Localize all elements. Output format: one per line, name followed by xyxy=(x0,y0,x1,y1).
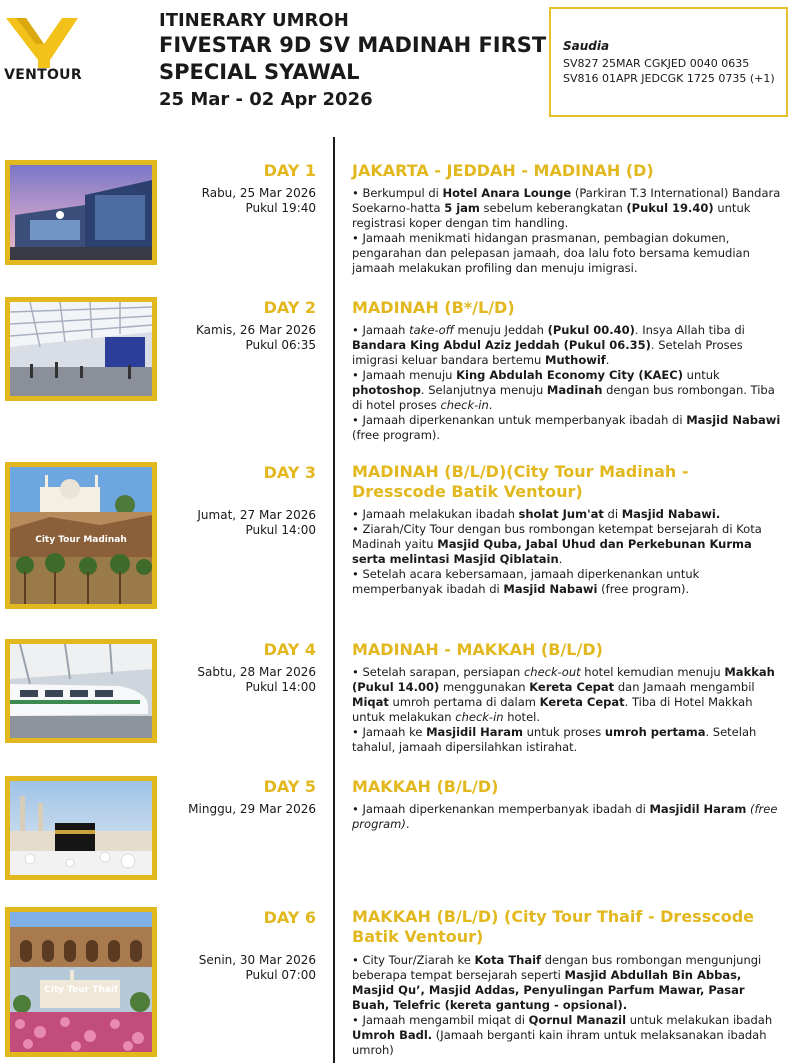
description-text: • Jamaah menuju xyxy=(352,368,457,382)
description-bullet xyxy=(352,522,782,567)
photo-caption: City Tour Thaif xyxy=(44,985,118,995)
description-text: (free program). xyxy=(597,582,690,596)
description-text: . xyxy=(605,353,610,367)
description-text: check-in xyxy=(440,398,489,412)
description-text: (Pukul 00.40) xyxy=(547,323,635,337)
description-text: Masjid Abdullah Bin Abbas, Masjid Qu’, Masjid Addas, Penyulingan Parfum Mawar, Pasar Buah, Telefric (kereta gantung - opsional). xyxy=(352,968,745,1012)
description-text: (Pukul 19.40) xyxy=(626,201,714,215)
description-text: Masjidil Haram xyxy=(426,725,523,739)
description-text: . Setelah Proses imigrasi keluar bandara bertemu xyxy=(352,338,743,367)
description-text: 5 jam xyxy=(444,201,480,215)
description-text: untuk melakukan ibadah xyxy=(626,1013,773,1027)
description-text: Makkah (Pukul 14.00) xyxy=(352,665,775,694)
description-text: dengan bus rombongan mengunjungi beberapa tempat bersejarah seperti xyxy=(352,953,762,982)
package-title-line1: FIVESTAR 9D SV MADINAH FIRST xyxy=(159,33,547,57)
description-text: hotel. xyxy=(503,710,540,724)
description-bullet xyxy=(352,323,782,368)
day-description xyxy=(352,186,782,276)
description-text: menggunakan xyxy=(439,680,530,694)
day-label: DAY 3 xyxy=(263,463,316,482)
description-text: • Jamaah diperkenankan memperbanyak ibadah di xyxy=(352,802,650,816)
description-text: check-in xyxy=(455,710,504,724)
brand-name: VENTOUR xyxy=(4,67,82,83)
description-text: • Jamaah ke xyxy=(352,725,427,739)
inbound-flight: SV816 01APR JEDCGK 1725 0735 (+1) xyxy=(563,72,775,85)
day-title: MAKKAH (B/L/D) xyxy=(352,777,499,796)
description-text: Masjid Nabawi xyxy=(686,413,781,427)
description-text: sebelum keberangkatan xyxy=(479,201,627,215)
outbound-flight: SV827 25MAR CGKJED 0040 0635 xyxy=(563,57,750,70)
description-text: untuk proses xyxy=(522,725,605,739)
description-text: Qornul Manazil xyxy=(528,1013,627,1027)
day-date-time xyxy=(116,802,316,817)
description-text: Bandara King Abdul Aziz Jeddah (Pukul 06.35) xyxy=(352,338,651,352)
day-time: Pukul 14:00 xyxy=(245,680,316,694)
day-label: DAY 6 xyxy=(263,908,316,927)
description-bullet xyxy=(352,725,782,755)
description-text: Masjid Nabawi. xyxy=(621,507,721,521)
description-text: umroh pertama xyxy=(604,725,706,739)
description-bullet xyxy=(352,413,782,443)
description-text: take-off xyxy=(409,323,454,337)
itinerary-label: ITINERARY UMROH xyxy=(159,10,349,31)
description-text: . Selanjutnya menuju xyxy=(420,383,547,397)
description-text: • Berkumpul di xyxy=(352,186,443,200)
travel-dates: 25 Mar - 02 Apr 2026 xyxy=(159,89,373,110)
description-text: • Jamaah xyxy=(352,323,410,337)
day-description xyxy=(352,665,782,755)
description-bullet xyxy=(352,186,782,231)
timeline-divider xyxy=(333,137,335,1063)
flight-info-box xyxy=(549,7,788,117)
description-text: dan Jamaah mengambil xyxy=(614,680,755,694)
description-text: . xyxy=(558,552,563,566)
description-text: (free program) xyxy=(352,802,778,831)
description-text: photoshop xyxy=(352,383,421,397)
description-text: . Insya Allah tiba di xyxy=(634,323,745,337)
description-text: Masjidil Haram xyxy=(649,802,747,816)
description-text: Hotel Anara Lounge xyxy=(442,186,572,200)
description-text: sholat Jum'at xyxy=(518,507,604,521)
description-text: • City Tour/Ziarah ke xyxy=(352,953,475,967)
description-bullet xyxy=(352,802,782,832)
day-label: DAY 4 xyxy=(263,640,316,659)
day-time: Pukul 07:00 xyxy=(245,968,316,982)
description-text: di xyxy=(603,507,622,521)
description-text: • Jamaah diperkenankan untuk memperbanyak ibadah di xyxy=(352,413,687,427)
description-bullet xyxy=(352,368,782,413)
day-date-time xyxy=(116,508,316,538)
day-description xyxy=(352,323,782,443)
day-time: Pukul 06:35 xyxy=(245,338,316,352)
description-text: menuju Jeddah xyxy=(453,323,548,337)
day-date-time xyxy=(116,186,316,216)
description-text: Umroh Badl. xyxy=(352,1028,433,1042)
description-bullet xyxy=(352,231,782,276)
description-text: Kota Thaif xyxy=(474,953,542,967)
description-text: • Jamaah mengambil miqat di xyxy=(352,1013,529,1027)
airline-name: Saudia xyxy=(563,39,610,53)
day-date-time xyxy=(116,323,316,353)
description-text: Kereta Cepat xyxy=(539,695,625,709)
description-text: dengan bus rombongan. Tiba di hotel proses xyxy=(352,383,775,412)
description-text: • Jamaah menikmati hidangan prasmanan, pembagian dokumen, pengarahan dan pelepasan jamaah, doa lalu foto bersama kemudian jamaah melakukan profiling dan menuju imigrasi. xyxy=(352,231,750,275)
description-text: • Jamaah melakukan ibadah xyxy=(352,507,519,521)
description-text: umroh pertama di dalam xyxy=(388,695,540,709)
description-text: Muthowif xyxy=(545,353,606,367)
description-bullet xyxy=(352,1013,782,1058)
description-bullet xyxy=(352,953,782,1013)
description-text: • Setelah sarapan, persiapan xyxy=(352,665,524,679)
day-date: Senin, 30 Mar 2026 xyxy=(198,953,316,967)
day-description xyxy=(352,953,782,1058)
day-title: MADINAH - MAKKAH (B/L/D) xyxy=(352,640,603,659)
description-text: Miqat xyxy=(352,695,389,709)
day-date: Kamis, 26 Mar 2026 xyxy=(196,323,316,337)
day-label: DAY 1 xyxy=(263,161,316,180)
day-title: MADINAH (B/L/D)(City Tour Madinah - Dresscode Batik Ventour) xyxy=(352,462,689,501)
description-text: Masjid Quba, Jabal Uhud dan Perkebunan Kurma serta melintasi Masjid Qiblatain xyxy=(352,537,752,566)
day-time: Pukul 14:00 xyxy=(245,523,316,537)
day-date-time xyxy=(116,953,316,983)
description-text: • Ziarah/City Tour dengan bus rombongan ketempat bersejarah di Kota Madinah yaitu xyxy=(352,522,762,551)
day-description xyxy=(352,507,782,597)
day-date: Jumat, 27 Mar 2026 xyxy=(197,508,316,522)
description-text: Madinah xyxy=(546,383,603,397)
description-text: Kereta Cepat xyxy=(529,680,615,694)
description-text: . xyxy=(488,398,493,412)
day-time: Pukul 19:40 xyxy=(245,201,316,215)
description-text: hotel kemudian menuju xyxy=(580,665,725,679)
description-text: . xyxy=(405,817,410,831)
description-bullet xyxy=(352,507,782,522)
description-text: . Setelah tahalul, jamaah dipersilahkan istirahat. xyxy=(352,725,757,754)
description-text: Masjid Nabawi xyxy=(503,582,598,596)
package-title-line2: SPECIAL SYAWAL xyxy=(159,60,360,84)
description-text: (Jamaah berganti kain ihram untuk melaksanakan ibadah umroh) xyxy=(352,1028,767,1057)
description-text: (free program). xyxy=(352,428,441,442)
day-title: MAKKAH (B/L/D) (City Tour Thaif - Dresscode Batik Ventour) xyxy=(352,907,754,946)
photo-caption: City Tour Madinah xyxy=(35,535,127,545)
description-text: untuk xyxy=(683,368,720,382)
day-title: MADINAH (B*/L/D) xyxy=(352,298,515,317)
day-description xyxy=(352,802,782,832)
description-text: untuk registrasi koper dengan tim handling. xyxy=(352,201,751,230)
day-label: DAY 2 xyxy=(263,298,316,317)
itinerary-header xyxy=(159,10,546,112)
description-text: check-out xyxy=(523,665,581,679)
day-date: Sabtu, 28 Mar 2026 xyxy=(197,665,316,679)
day-date: Rabu, 25 Mar 2026 xyxy=(201,186,316,200)
day-label: DAY 5 xyxy=(263,777,316,796)
description-text: . Tiba di Hotel Makkah untuk melakukan xyxy=(352,695,753,724)
day-date: Minggu, 29 Mar 2026 xyxy=(188,802,316,816)
description-bullet xyxy=(352,665,782,725)
description-text: (Parkiran T.3 International) Bandara Soekarno-hatta xyxy=(352,186,781,215)
description-bullet xyxy=(352,567,782,597)
day-date-time xyxy=(116,665,316,695)
day-title: JAKARTA - JEDDAH - MADINAH (D) xyxy=(352,161,654,180)
description-text: • Setelah acara kebersamaan, jamaah diperkenankan untuk memperbanyak ibadah di xyxy=(352,567,700,596)
description-text: King Abdulah Economy City (KAEC) xyxy=(456,368,683,382)
